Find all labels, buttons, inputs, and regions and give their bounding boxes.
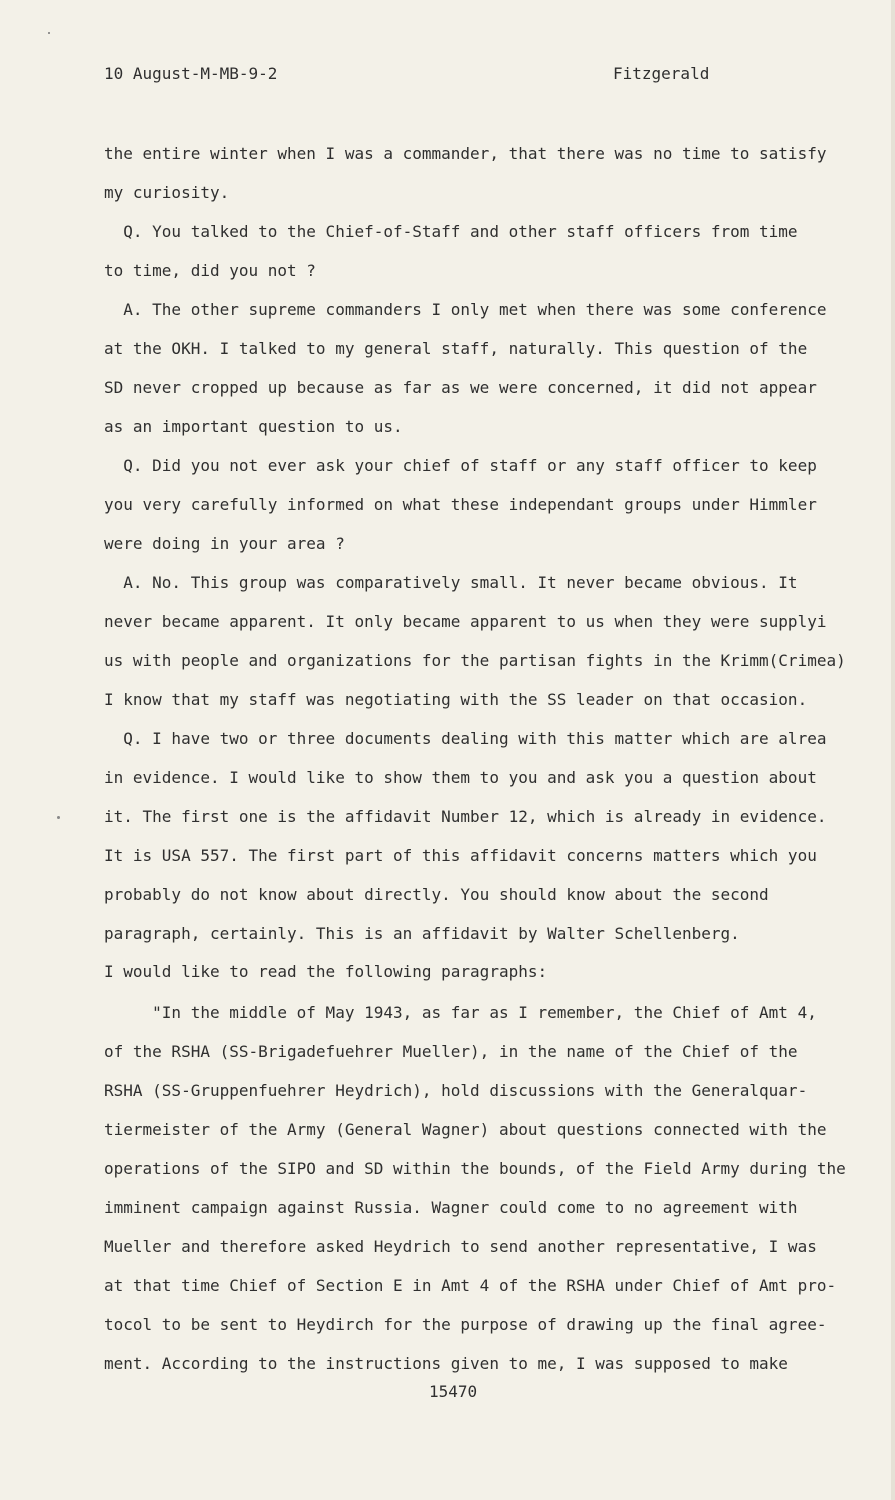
scan-dot (57, 816, 60, 819)
transcript-line: operations of the SIPO and SD within the bounds, of the Field Army during the (104, 1159, 846, 1178)
transcript-line: tiermeister of the Army (General Wagner) about questions connected with the (104, 1120, 827, 1139)
transcript-line: Q. I have two or three documents dealing with this matter which are alrea (104, 729, 827, 748)
transcript-line: the entire winter when I was a commander, that there was no time to satisfy (104, 144, 827, 163)
reporter-name: Fitzgerald (613, 64, 710, 83)
transcript-line: tocol to be sent to Heydirch for the purpose of drawing up the final agree- (104, 1315, 827, 1334)
scan-mark (48, 32, 50, 34)
transcript-line: It is USA 557. The first part of this affidavit concerns matters which you (104, 846, 817, 865)
transcript-line: I know that my staff was negotiating with the SS leader on that occasion. (104, 690, 808, 709)
transcript-line: I would like to read the following paragraphs: (104, 962, 548, 981)
transcript-line: RSHA (SS-Gruppenfuehrer Heydrich), hold discussions with the Generalquar- (104, 1081, 808, 1100)
transcript-line: as an important question to us. (104, 417, 403, 436)
transcript-line: at that time Chief of Section E in Amt 4 of the RSHA under Chief of Amt pro- (104, 1276, 837, 1295)
transcript-line: us with people and organizations for the partisan fights in the Krimm(Crimea) (104, 651, 846, 670)
transcript-line: A. The other supreme commanders I only met when there was some conference (104, 300, 827, 319)
transcript-line: probably do not know about directly. You should know about the second (104, 885, 769, 904)
transcript-line: Q. You talked to the Chief-of-Staff and other staff officers from time (104, 222, 798, 241)
transcript-line: my curiosity. (104, 183, 230, 202)
transcript-line: of the RSHA (SS-Brigadefuehrer Mueller), in the name of the Chief of the (104, 1042, 798, 1061)
transcript-line: paragraph, certainly. This is an affidavit by Walter Schellenberg. (104, 924, 740, 943)
transcript-line: it. The first one is the affidavit Number 12, which is already in evidence. (104, 807, 827, 826)
transcript-line: imminent campaign against Russia. Wagner could come to no agreement with (104, 1198, 798, 1217)
transcript-line: you very carefully informed on what these independant groups under Himmler (104, 495, 817, 514)
transcript-line: were doing in your area ? (104, 534, 345, 553)
transcript-line: ment. According to the instructions given to me, I was supposed to make (104, 1354, 788, 1373)
transcript-line: never became apparent. It only became apparent to us when they were supplyi (104, 612, 827, 631)
transcript-line: to time, did you not ? (104, 261, 316, 280)
transcript-line: "In the middle of May 1943, as far as I remember, the Chief of Amt 4, (104, 1003, 817, 1022)
transcript-line: A. No. This group was comparatively small. It never became obvious. It (104, 573, 798, 592)
transcript-line: in evidence. I would like to show them to you and ask you a question about (104, 768, 817, 787)
transcript-line: SD never cropped up because as far as we were concerned, it did not appear (104, 378, 817, 397)
document-reference: 10 August-M-MB-9-2 (104, 64, 278, 83)
transcript-line: at the OKH. I talked to my general staff, naturally. This question of the (104, 339, 808, 358)
page-number: 15470 (429, 1382, 478, 1401)
transcript-line: Mueller and therefore asked Heydrich to send another representative, I was (104, 1237, 817, 1256)
transcript-line: Q. Did you not ever ask your chief of staff or any staff officer to keep (104, 456, 817, 475)
